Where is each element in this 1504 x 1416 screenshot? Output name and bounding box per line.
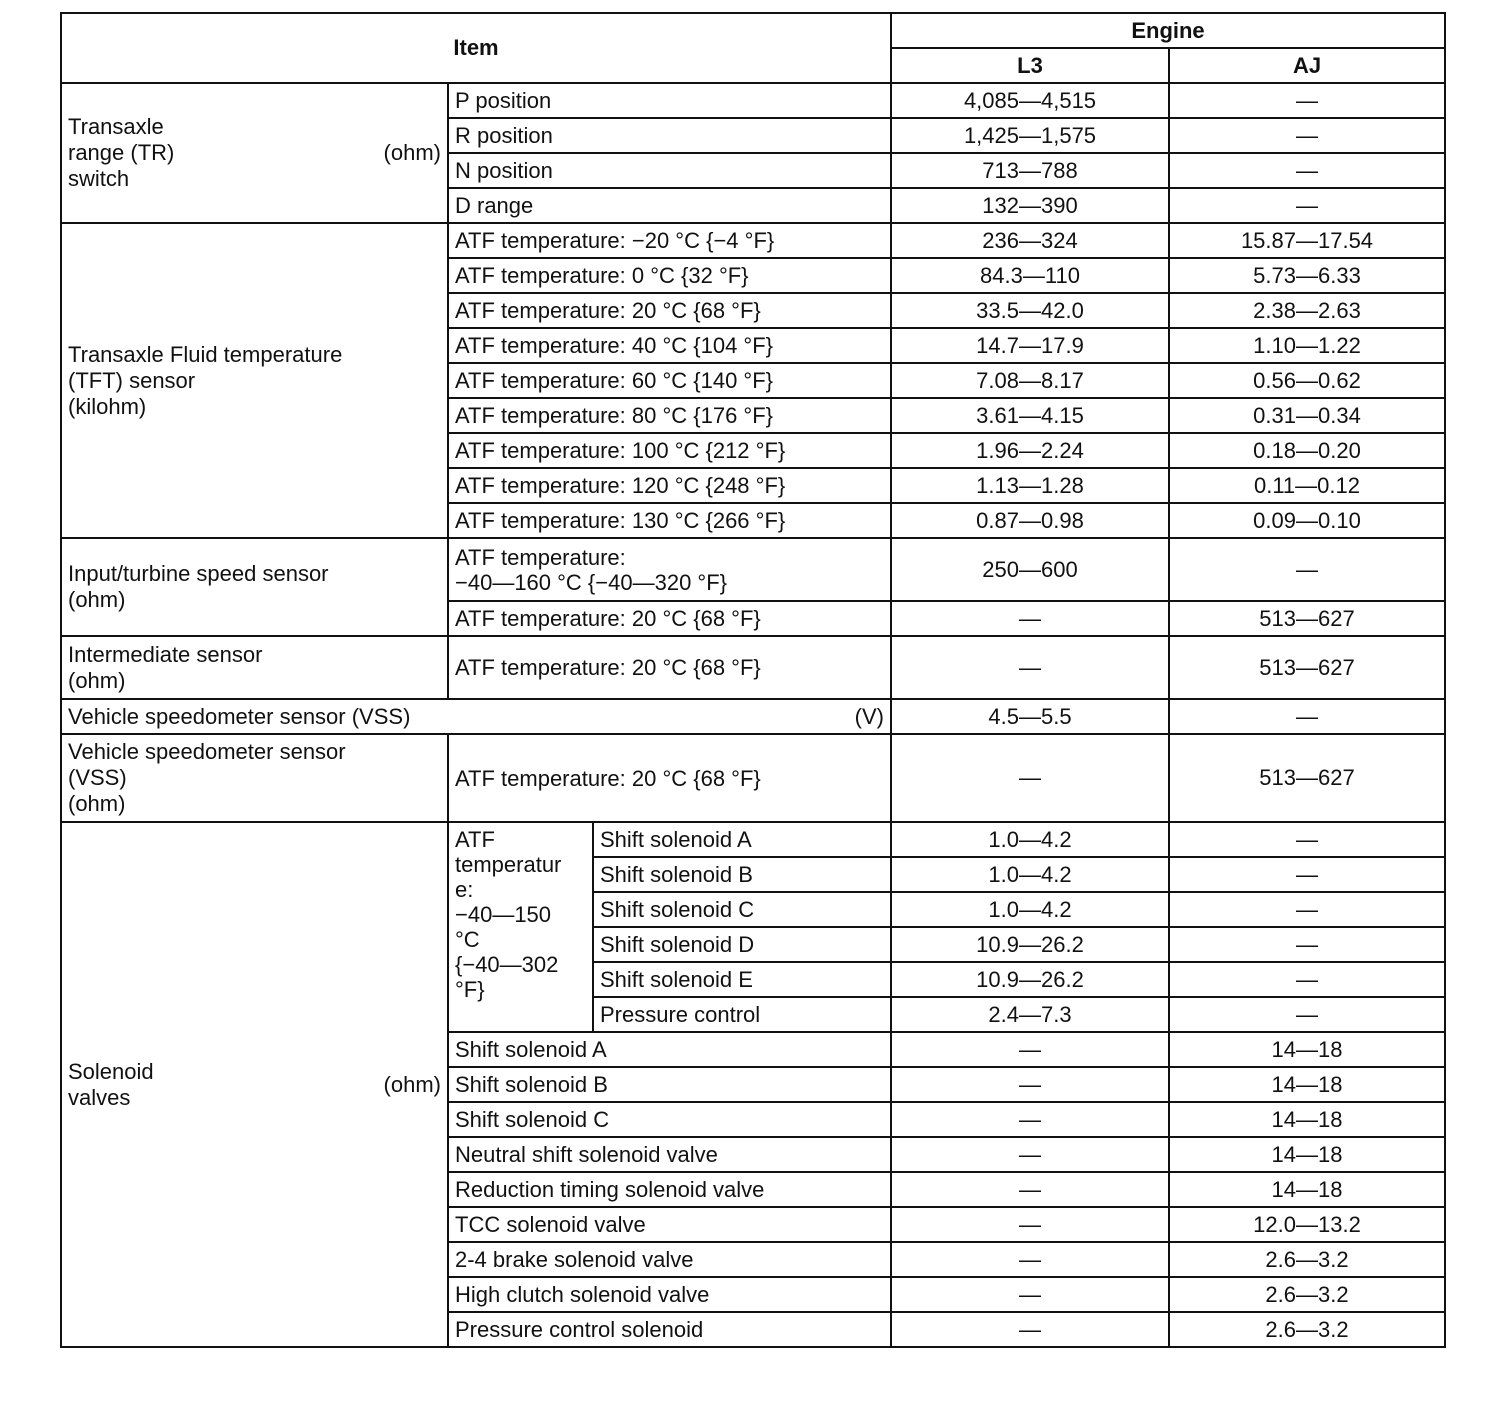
condition: ATF temperature: 80 °C {176 °F} <box>448 398 891 433</box>
condition: D range <box>448 188 891 223</box>
value-aj: — <box>1169 822 1445 857</box>
section-label-text: Intermediate sensor (ohm) <box>68 641 263 693</box>
value-l3: 84.3—110 <box>891 258 1169 293</box>
condition: ATF temperature: 20 °C {68 °F} <box>448 293 891 328</box>
value-l3: 132—390 <box>891 188 1169 223</box>
value-l3: 4.5—5.5 <box>891 699 1169 734</box>
value-aj: 0.56—0.62 <box>1169 363 1445 398</box>
table-row <box>61 223 1445 258</box>
value-aj: 14—18 <box>1169 1102 1445 1137</box>
condition: Shift solenoid D <box>593 927 891 962</box>
table-row <box>61 699 1445 734</box>
value-aj: 513—627 <box>1169 636 1445 699</box>
value-l3: — <box>891 1277 1169 1312</box>
section-label-text: Vehicle speedometer sensor (VSS) <box>68 703 411 729</box>
header-item: Item <box>61 13 891 83</box>
value-aj: — <box>1169 927 1445 962</box>
table-row <box>61 538 1445 601</box>
condition: ATF temperature: 20 °C {68 °F} <box>448 734 891 822</box>
condition: High clutch solenoid valve <box>448 1277 891 1312</box>
table-row <box>61 822 1445 857</box>
value-aj: 14—18 <box>1169 1172 1445 1207</box>
value-aj: 2.38—2.63 <box>1169 293 1445 328</box>
value-aj: 513—627 <box>1169 601 1445 636</box>
value-l3: — <box>891 1032 1169 1067</box>
section-label <box>61 83 448 223</box>
condition: Shift solenoid A <box>448 1032 891 1067</box>
value-aj: — <box>1169 538 1445 601</box>
value-l3: 1.13—1.28 <box>891 468 1169 503</box>
value-l3: 7.08—8.17 <box>891 363 1169 398</box>
condition: ATF temperature: 60 °C {140 °F} <box>448 363 891 398</box>
value-aj: 14—18 <box>1169 1032 1445 1067</box>
value-aj: — <box>1169 188 1445 223</box>
section-label <box>61 223 448 538</box>
value-aj: 15.87—17.54 <box>1169 223 1445 258</box>
value-l3: — <box>891 1312 1169 1347</box>
value-aj: 0.31—0.34 <box>1169 398 1445 433</box>
value-l3: 10.9—26.2 <box>891 927 1169 962</box>
value-aj: — <box>1169 118 1445 153</box>
condition: ATF temperature: 0 °C {32 °F} <box>448 258 891 293</box>
condition: ATF temperature: 130 °C {266 °F} <box>448 503 891 538</box>
condition: Pressure control <box>593 997 891 1032</box>
header-engine: Engine <box>891 13 1445 48</box>
value-aj: — <box>1169 997 1445 1032</box>
section-label-text: Solenoid valves <box>68 1058 154 1110</box>
condition: ATF temperature: 20 °C {68 °F} <box>448 601 891 636</box>
value-l3: — <box>891 601 1169 636</box>
section-label <box>61 734 448 822</box>
condition: R position <box>448 118 891 153</box>
value-aj: 0.18—0.20 <box>1169 433 1445 468</box>
table-row <box>61 636 1445 699</box>
value-l3: 3.61—4.15 <box>891 398 1169 433</box>
value-l3: 1.0—4.2 <box>891 822 1169 857</box>
value-l3: 1.96—2.24 <box>891 433 1169 468</box>
value-l3: 713—788 <box>891 153 1169 188</box>
value-l3: — <box>891 1137 1169 1172</box>
condition: ATF temperature: 100 °C {212 °F} <box>448 433 891 468</box>
value-aj: 14—18 <box>1169 1137 1445 1172</box>
value-aj: 2.6—3.2 <box>1169 1312 1445 1347</box>
header-aj: AJ <box>1169 48 1445 83</box>
value-aj: 0.11—0.12 <box>1169 468 1445 503</box>
header-l3: L3 <box>891 48 1169 83</box>
value-aj: 0.09—0.10 <box>1169 503 1445 538</box>
value-l3: 250—600 <box>891 538 1169 601</box>
value-aj: — <box>1169 892 1445 927</box>
condition: P position <box>448 83 891 118</box>
value-l3: 10.9—26.2 <box>891 962 1169 997</box>
section-unit: (ohm) <box>383 140 441 165</box>
value-aj: — <box>1169 699 1445 734</box>
condition: Shift solenoid B <box>448 1067 891 1102</box>
value-aj: 5.73—6.33 <box>1169 258 1445 293</box>
table-row <box>61 734 1445 822</box>
condition: Pressure control solenoid <box>448 1312 891 1347</box>
value-l3: 2.4—7.3 <box>891 997 1169 1032</box>
value-aj: — <box>1169 857 1445 892</box>
condition: ATF temperature: −20 °C {−4 °F} <box>448 223 891 258</box>
value-l3: 4,085—4,515 <box>891 83 1169 118</box>
value-aj: 2.6—3.2 <box>1169 1242 1445 1277</box>
condition: ATF temperature: 120 °C {248 °F} <box>448 468 891 503</box>
condition: Neutral shift solenoid valve <box>448 1137 891 1172</box>
value-l3: — <box>891 1067 1169 1102</box>
value-aj: 14—18 <box>1169 1067 1445 1102</box>
condition: Shift solenoid E <box>593 962 891 997</box>
condition: ATF temperature: 40 °C {104 °F} <box>448 328 891 363</box>
value-l3: — <box>891 1207 1169 1242</box>
value-aj: — <box>1169 962 1445 997</box>
condition: Shift solenoid B <box>593 857 891 892</box>
section-unit: (ohm) <box>383 1071 441 1097</box>
value-aj: 12.0—13.2 <box>1169 1207 1445 1242</box>
condition: ATF temperature: 20 °C {68 °F} <box>448 636 891 699</box>
value-l3: 236—324 <box>891 223 1169 258</box>
condition: Shift solenoid C <box>448 1102 891 1137</box>
group-condition: ATF temperatur e: −40—150 °C {−40—302 °F} <box>448 822 593 1032</box>
value-l3: — <box>891 1102 1169 1137</box>
condition: 2-4 brake solenoid valve <box>448 1242 891 1277</box>
section-label-text: Input/turbine speed sensor (ohm) <box>68 561 329 612</box>
value-l3: 1.0—4.2 <box>891 892 1169 927</box>
value-l3: — <box>891 734 1169 822</box>
value-aj: 1.10—1.22 <box>1169 328 1445 363</box>
section-label <box>61 538 448 636</box>
condition: ATF temperature: −40—160 °C {−40—320 °F} <box>448 538 891 601</box>
value-l3: 1,425—1,575 <box>891 118 1169 153</box>
value-l3: 14.7—17.9 <box>891 328 1169 363</box>
value-l3: 1.0—4.2 <box>891 857 1169 892</box>
value-aj: 513—627 <box>1169 734 1445 822</box>
section-label <box>61 636 448 699</box>
condition: Shift solenoid C <box>593 892 891 927</box>
value-l3: — <box>891 636 1169 699</box>
value-aj: — <box>1169 83 1445 118</box>
resistance-spec-table <box>60 12 1446 1348</box>
value-aj: — <box>1169 153 1445 188</box>
value-l3: — <box>891 1242 1169 1277</box>
condition: Reduction timing solenoid valve <box>448 1172 891 1207</box>
table-row <box>61 83 1445 118</box>
value-l3: 0.87—0.98 <box>891 503 1169 538</box>
section-label <box>61 822 448 1347</box>
section-label-text: Transaxle range (TR) switch <box>68 114 175 191</box>
section-label <box>61 699 891 734</box>
condition: Shift solenoid A <box>593 822 891 857</box>
condition: N position <box>448 153 891 188</box>
value-aj: 2.6—3.2 <box>1169 1277 1445 1312</box>
value-l3: — <box>891 1172 1169 1207</box>
section-label-text: Vehicle speedometer sensor (VSS) (ohm) <box>68 739 346 816</box>
condition: TCC solenoid valve <box>448 1207 891 1242</box>
section-unit: (V) <box>854 703 884 729</box>
section-label-text: Transaxle Fluid temperature (TFT) sensor (kilohm) <box>68 341 343 419</box>
value-l3: 33.5—42.0 <box>891 293 1169 328</box>
